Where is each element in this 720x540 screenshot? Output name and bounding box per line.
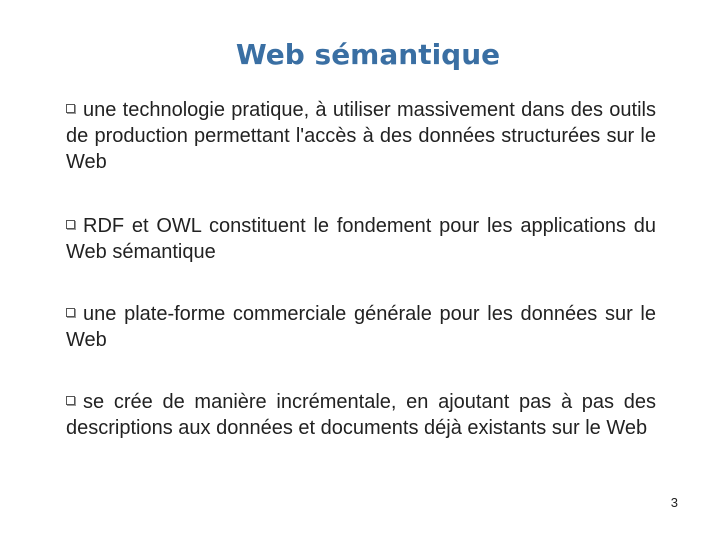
checkbox-bullet-icon <box>66 220 75 229</box>
bullet-text: une technologie pratique, à utiliser massivement dans des outils de production permettant l'accès à des données structurées sur le Web <box>66 99 656 173</box>
bullet-item <box>66 97 656 175</box>
bullet-item <box>66 301 656 353</box>
bullet-item <box>66 389 656 441</box>
bullet-list <box>66 97 656 479</box>
bullet-text: RDF et OWL constituent le fondement pour les applications du Web sémantique <box>66 215 656 263</box>
bullet-item <box>66 213 656 265</box>
checkbox-bullet-icon <box>66 104 75 113</box>
checkbox-bullet-icon <box>66 308 75 317</box>
checkbox-bullet-icon <box>66 396 75 405</box>
slide-title: Web sémantique <box>235 38 501 71</box>
bullet-text: se crée de manière incrémentale, en ajoutant pas à pas des descriptions aux données et documents déjà existants sur le Web <box>66 391 656 439</box>
bullet-text: une plate-forme commerciale générale pour les données sur le Web <box>66 303 656 351</box>
page-number: 3 <box>670 495 678 510</box>
